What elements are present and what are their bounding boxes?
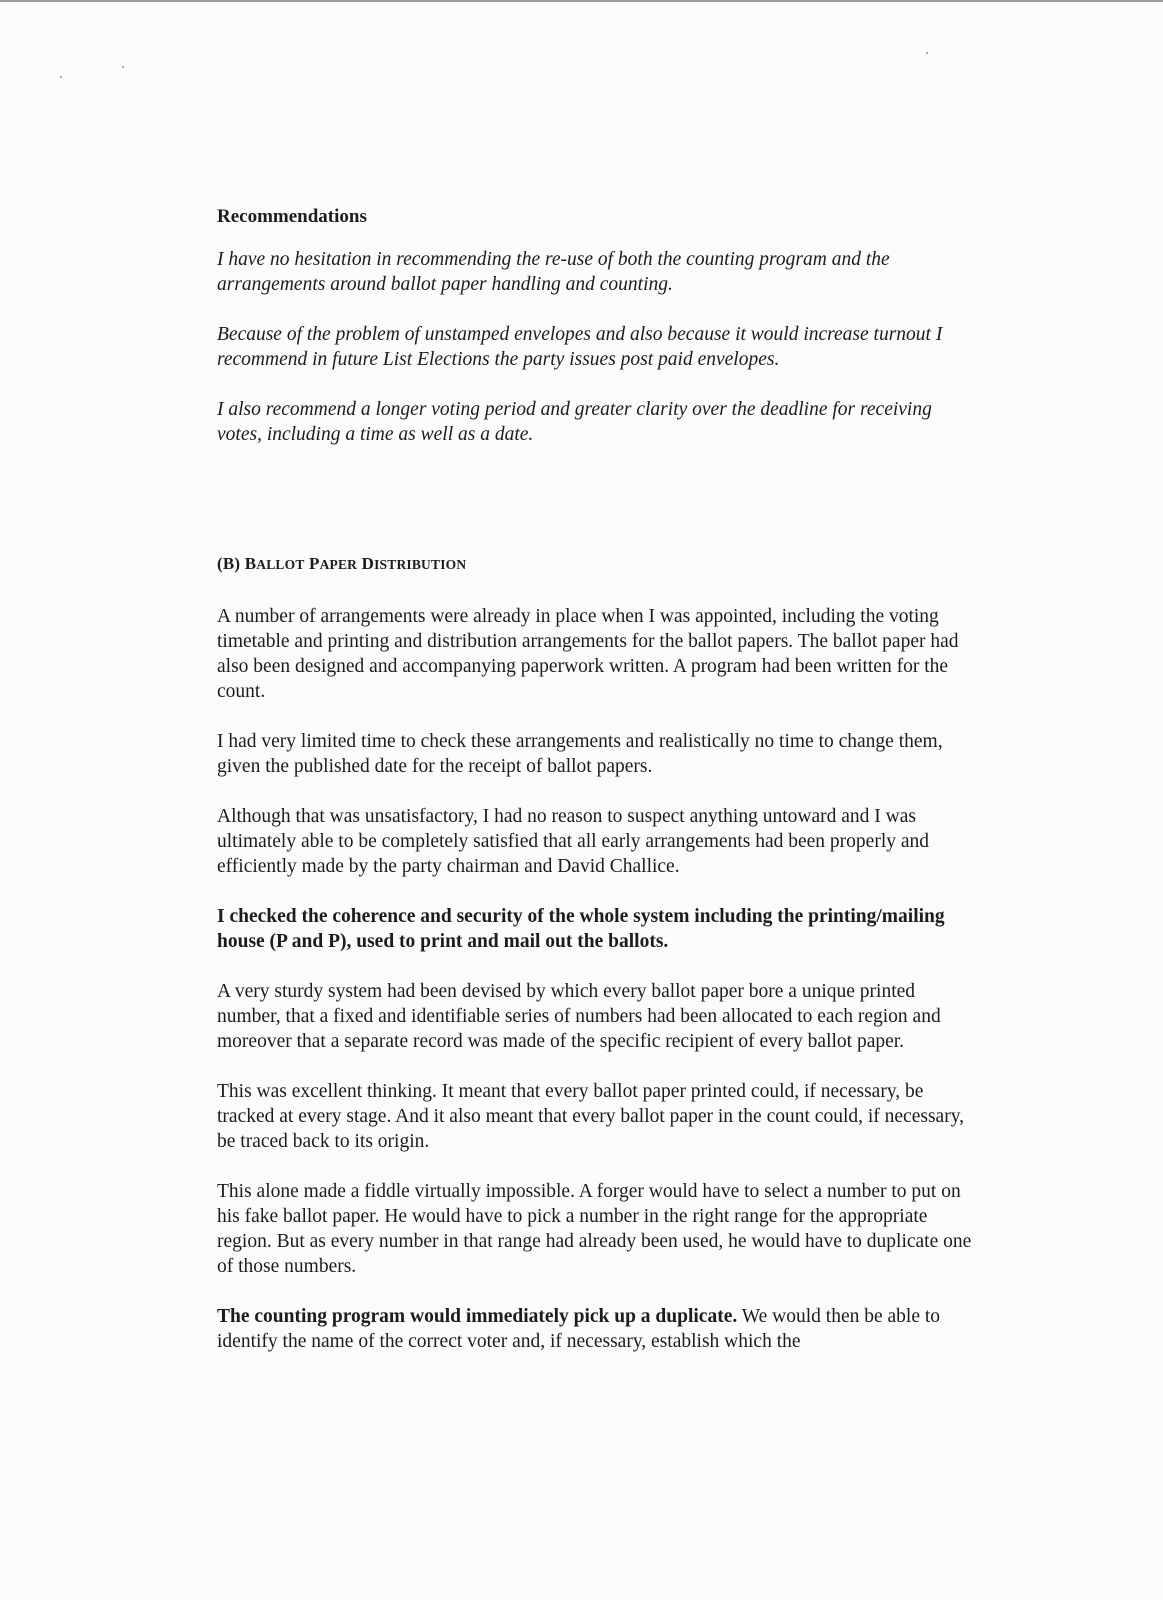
final-paragraph	[217, 1304, 977, 1354]
final-paragraph-rest: We would then be able to identify the name of the correct voter and, if necessary, establish which the	[217, 1306, 941, 1352]
heading-word: PAPER	[308, 554, 358, 573]
body-paragraph: Although that was unsatisfactory, I had no reason to suspect anything untoward and I was ultimately able to be completely satisfied that all early arrangements had been properly and efficiently made by the party chairman and David Challice.	[217, 806, 930, 877]
recommendation-paragraph: I have no hesitation in recommending the re-use of both the counting program and the arrangements around ballot paper handling and counting.	[217, 249, 890, 295]
section-b-prefix: (B)	[217, 554, 241, 573]
recommendations-heading: Recommendations	[217, 206, 367, 227]
recommendation-paragraph: Because of the problem of unstamped envelopes and also because it would increase turnout I recommend in future List Elections the party issues post paid envelopes.	[217, 324, 943, 370]
document-body	[217, 205, 977, 1379]
bold-paragraph: I checked the coherence and security of the whole system including the printing/mailing house (P and P), used to print and mail out the ballots.	[217, 906, 945, 952]
body-paragraph: A number of arrangements were already in place when I was appointed, including the voting timetable and printing and distribution arrangements for the ballot papers. The ballot paper had also been designed and accompanying paperwork written. A program had been written for the count.	[217, 606, 959, 702]
final-paragraph-lead: The counting program would immediately pick up a duplicate.	[217, 1306, 738, 1327]
scan-speck	[926, 52, 928, 54]
body-paragraph: I had very limited time to check these arrangements and realistically no time to change them, given the published date for the receipt of ballot papers.	[217, 731, 943, 777]
scan-speck	[60, 76, 62, 78]
heading-word: BALLOT	[244, 554, 305, 573]
heading-word: DISTRIBUTION	[361, 554, 467, 573]
page-top-edge	[0, 0, 1163, 2]
body-paragraph: This alone made a fiddle virtually impossible. A forger would have to select a number to put on his fake ballot paper. He would have to pick a number in the right range for the appropriate region. But as every number in that range had already been used, he would have to duplicate one of those numbers.	[217, 1181, 972, 1277]
section-b-heading	[217, 552, 977, 577]
recommendation-paragraph: I also recommend a longer voting period and greater clarity over the deadline for receiving votes, including a time as well as a date.	[217, 399, 932, 445]
body-paragraph: A very sturdy system had been devised by which every ballot paper bore a unique printed number, that a fixed and identifiable series of numbers had been allocated to each region and moreover that a separate record was made of the specific recipient of every ballot paper.	[217, 981, 941, 1052]
scan-speck	[122, 66, 124, 68]
body-paragraph: This was excellent thinking. It meant that every ballot paper printed could, if necessary, be tracked at every stage. And it also meant that every ballot paper in the count could, if necessary, be traced back to its origin.	[217, 1081, 965, 1152]
